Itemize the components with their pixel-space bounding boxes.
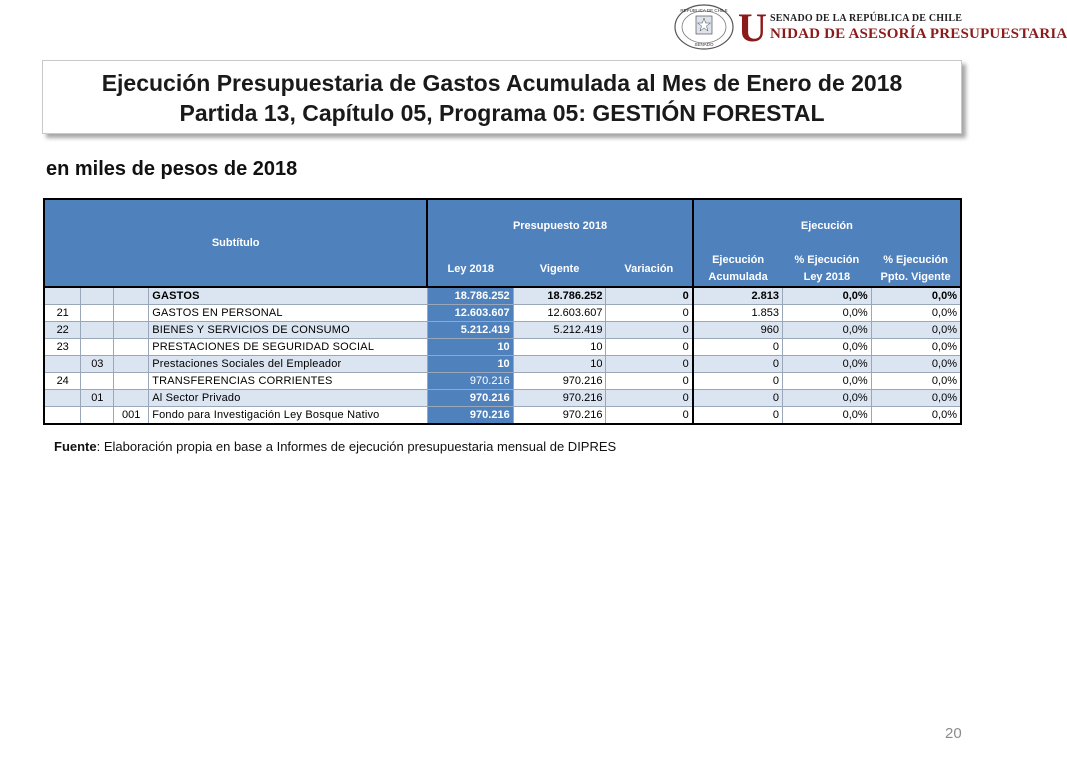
header-subtitulo: Subtítulo	[44, 199, 427, 287]
header-pct-vig-line2: Ppto. Vigente	[880, 271, 951, 283]
cell-denominacion: Al Sector Privado	[149, 390, 428, 407]
seal-top-text: REPÚBLICA DE CHILE	[680, 8, 728, 13]
header-vigente: Vigente	[513, 252, 606, 287]
cell-variacion: 0	[606, 339, 693, 356]
cell-denominacion: PRESTACIONES DE SEGURIDAD SOCIAL	[149, 339, 428, 356]
cell-pct-vigente: 0,0%	[871, 305, 961, 322]
header-presupuesto: Presupuesto 2018	[427, 199, 692, 252]
table-row	[44, 356, 961, 373]
cell-pct-ley: 0,0%	[782, 407, 871, 425]
cell-denominacion: GASTOS EN PERSONAL	[149, 305, 428, 322]
cell-pct-vigente: 0,0%	[871, 390, 961, 407]
header-pct-ley-line1: % Ejecución	[794, 254, 860, 266]
cell-ley-2018: 970.216	[427, 373, 513, 390]
header-pct-ley	[782, 252, 871, 287]
cell-ejecucion-acumulada: 0	[693, 407, 783, 425]
source-note	[54, 439, 616, 454]
title-line-1: Ejecución Presupuestaria de Gastos Acumulada al Mes de Enero de 2018	[101, 70, 903, 96]
cell-subtitulo	[44, 390, 81, 407]
cell-subtitulo: 21	[44, 305, 81, 322]
cell-item	[81, 407, 114, 425]
cell-denominacion: BIENES Y SERVICIOS DE CONSUMO	[149, 322, 428, 339]
cell-ley-2018: 12.603.607	[427, 305, 513, 322]
cell-ejecucion-acumulada: 1.853	[693, 305, 783, 322]
title-box	[42, 60, 962, 134]
cell-vigente: 18.786.252	[513, 287, 606, 305]
cell-subtitulo: 24	[44, 373, 81, 390]
cell-asignacion	[114, 356, 149, 373]
brand-unit-line: NIDAD DE ASESORÍA PRESUPUESTARIA	[770, 26, 1067, 42]
source-text: : Elaboración propia en base a Informes de ejecución presupuestaria mensual de DIPRES	[96, 439, 617, 454]
cell-asignacion	[114, 390, 149, 407]
cell-asignacion: 001	[114, 407, 149, 425]
cell-subtitulo	[44, 356, 81, 373]
cell-denominacion: Fondo para Investigación Ley Bosque Nativo	[149, 407, 428, 425]
cell-variacion: 0	[606, 373, 693, 390]
cell-ejecucion-acumulada: 0	[693, 356, 783, 373]
cell-ley-2018: 18.786.252	[427, 287, 513, 305]
cell-ejecucion-acumulada: 0	[693, 373, 783, 390]
header-ejecucion: Ejecución	[693, 199, 961, 252]
cell-ley-2018: 970.216	[427, 390, 513, 407]
header-ejec-acum-line1: Ejecución	[712, 254, 765, 266]
header-ejecucion-acumulada	[693, 252, 783, 287]
cell-item	[81, 305, 114, 322]
header-ley: Ley 2018	[427, 252, 513, 287]
header-pct-ley-line2: Ley 2018	[803, 271, 851, 283]
cell-denominacion: GASTOS	[149, 287, 428, 305]
table-row	[44, 287, 961, 305]
cell-asignacion	[114, 287, 149, 305]
header-ejec-acum-line2: Acumulada	[708, 271, 768, 283]
cell-pct-vigente: 0,0%	[871, 407, 961, 425]
cell-variacion: 0	[606, 287, 693, 305]
cell-ejecucion-acumulada: 0	[693, 339, 783, 356]
cell-vigente: 10	[513, 356, 606, 373]
header-pct-vigente	[871, 252, 961, 287]
senate-logo	[674, 4, 1067, 52]
budget-table	[43, 198, 962, 425]
cell-variacion: 0	[606, 390, 693, 407]
cell-denominacion: TRANSFERENCIAS CORRIENTES	[149, 373, 428, 390]
cell-vigente: 970.216	[513, 373, 606, 390]
cell-pct-vigente: 0,0%	[871, 322, 961, 339]
cell-ley-2018: 10	[427, 356, 513, 373]
cell-subtitulo: 22	[44, 322, 81, 339]
cell-asignacion	[114, 339, 149, 356]
table-row	[44, 322, 961, 339]
cell-pct-vigente: 0,0%	[871, 356, 961, 373]
cell-asignacion	[114, 373, 149, 390]
cell-item	[81, 322, 114, 339]
cell-ejecucion-acumulada: 0	[693, 390, 783, 407]
cell-pct-ley: 0,0%	[782, 322, 871, 339]
cell-item	[81, 287, 114, 305]
seal-bottom-text: SENADO	[694, 42, 714, 47]
senate-seal-icon	[674, 4, 734, 50]
cell-ley-2018: 10	[427, 339, 513, 356]
cell-pct-vigente: 0,0%	[871, 287, 961, 305]
cell-ejecucion-acumulada: 2.813	[693, 287, 783, 305]
cell-subtitulo	[44, 407, 81, 425]
header-pct-vig-line1: % Ejecución	[883, 254, 948, 266]
cell-variacion: 0	[606, 305, 693, 322]
cell-vigente: 12.603.607	[513, 305, 606, 322]
page-number: 20	[945, 725, 962, 742]
cell-variacion: 0	[606, 356, 693, 373]
cell-variacion: 0	[606, 407, 693, 425]
table-row	[44, 305, 961, 322]
cell-pct-ley: 0,0%	[782, 390, 871, 407]
cell-item: 01	[81, 390, 114, 407]
cell-pct-ley: 0,0%	[782, 287, 871, 305]
table-row	[44, 339, 961, 356]
cell-pct-ley: 0,0%	[782, 373, 871, 390]
cell-ejecucion-acumulada: 960	[693, 322, 783, 339]
cell-asignacion	[114, 305, 149, 322]
cell-item	[81, 373, 114, 390]
table-row	[44, 390, 961, 407]
title-line-2: Partida 13, Capítulo 05, Programa 05: GESTIÓN FORESTAL	[179, 100, 825, 126]
table-row	[44, 407, 961, 425]
cell-ley-2018: 5.212.419	[427, 322, 513, 339]
cell-pct-ley: 0,0%	[782, 339, 871, 356]
cell-pct-ley: 0,0%	[782, 305, 871, 322]
cell-pct-vigente: 0,0%	[871, 373, 961, 390]
cell-item: 03	[81, 356, 114, 373]
cell-subtitulo	[44, 287, 81, 305]
cell-vigente: 970.216	[513, 407, 606, 425]
header-variacion: Variación	[606, 252, 693, 287]
cell-variacion: 0	[606, 322, 693, 339]
cell-vigente: 5.212.419	[513, 322, 606, 339]
cell-ley-2018: 970.216	[427, 407, 513, 425]
table-row	[44, 373, 961, 390]
cell-pct-ley: 0,0%	[782, 356, 871, 373]
cell-vigente: 10	[513, 339, 606, 356]
cell-subtitulo: 23	[44, 339, 81, 356]
brand-senate-line: SENADO DE LA REPÚBLICA DE CHILE	[770, 13, 963, 24]
cell-denominacion: Prestaciones Sociales del Empleador	[149, 356, 428, 373]
cell-pct-vigente: 0,0%	[871, 339, 961, 356]
brand-initial: U	[738, 5, 767, 50]
units-subtitle: en miles de pesos de 2018	[46, 158, 298, 180]
cell-item	[81, 339, 114, 356]
cell-vigente: 970.216	[513, 390, 606, 407]
source-label: Fuente	[54, 439, 97, 454]
cell-asignacion	[114, 322, 149, 339]
